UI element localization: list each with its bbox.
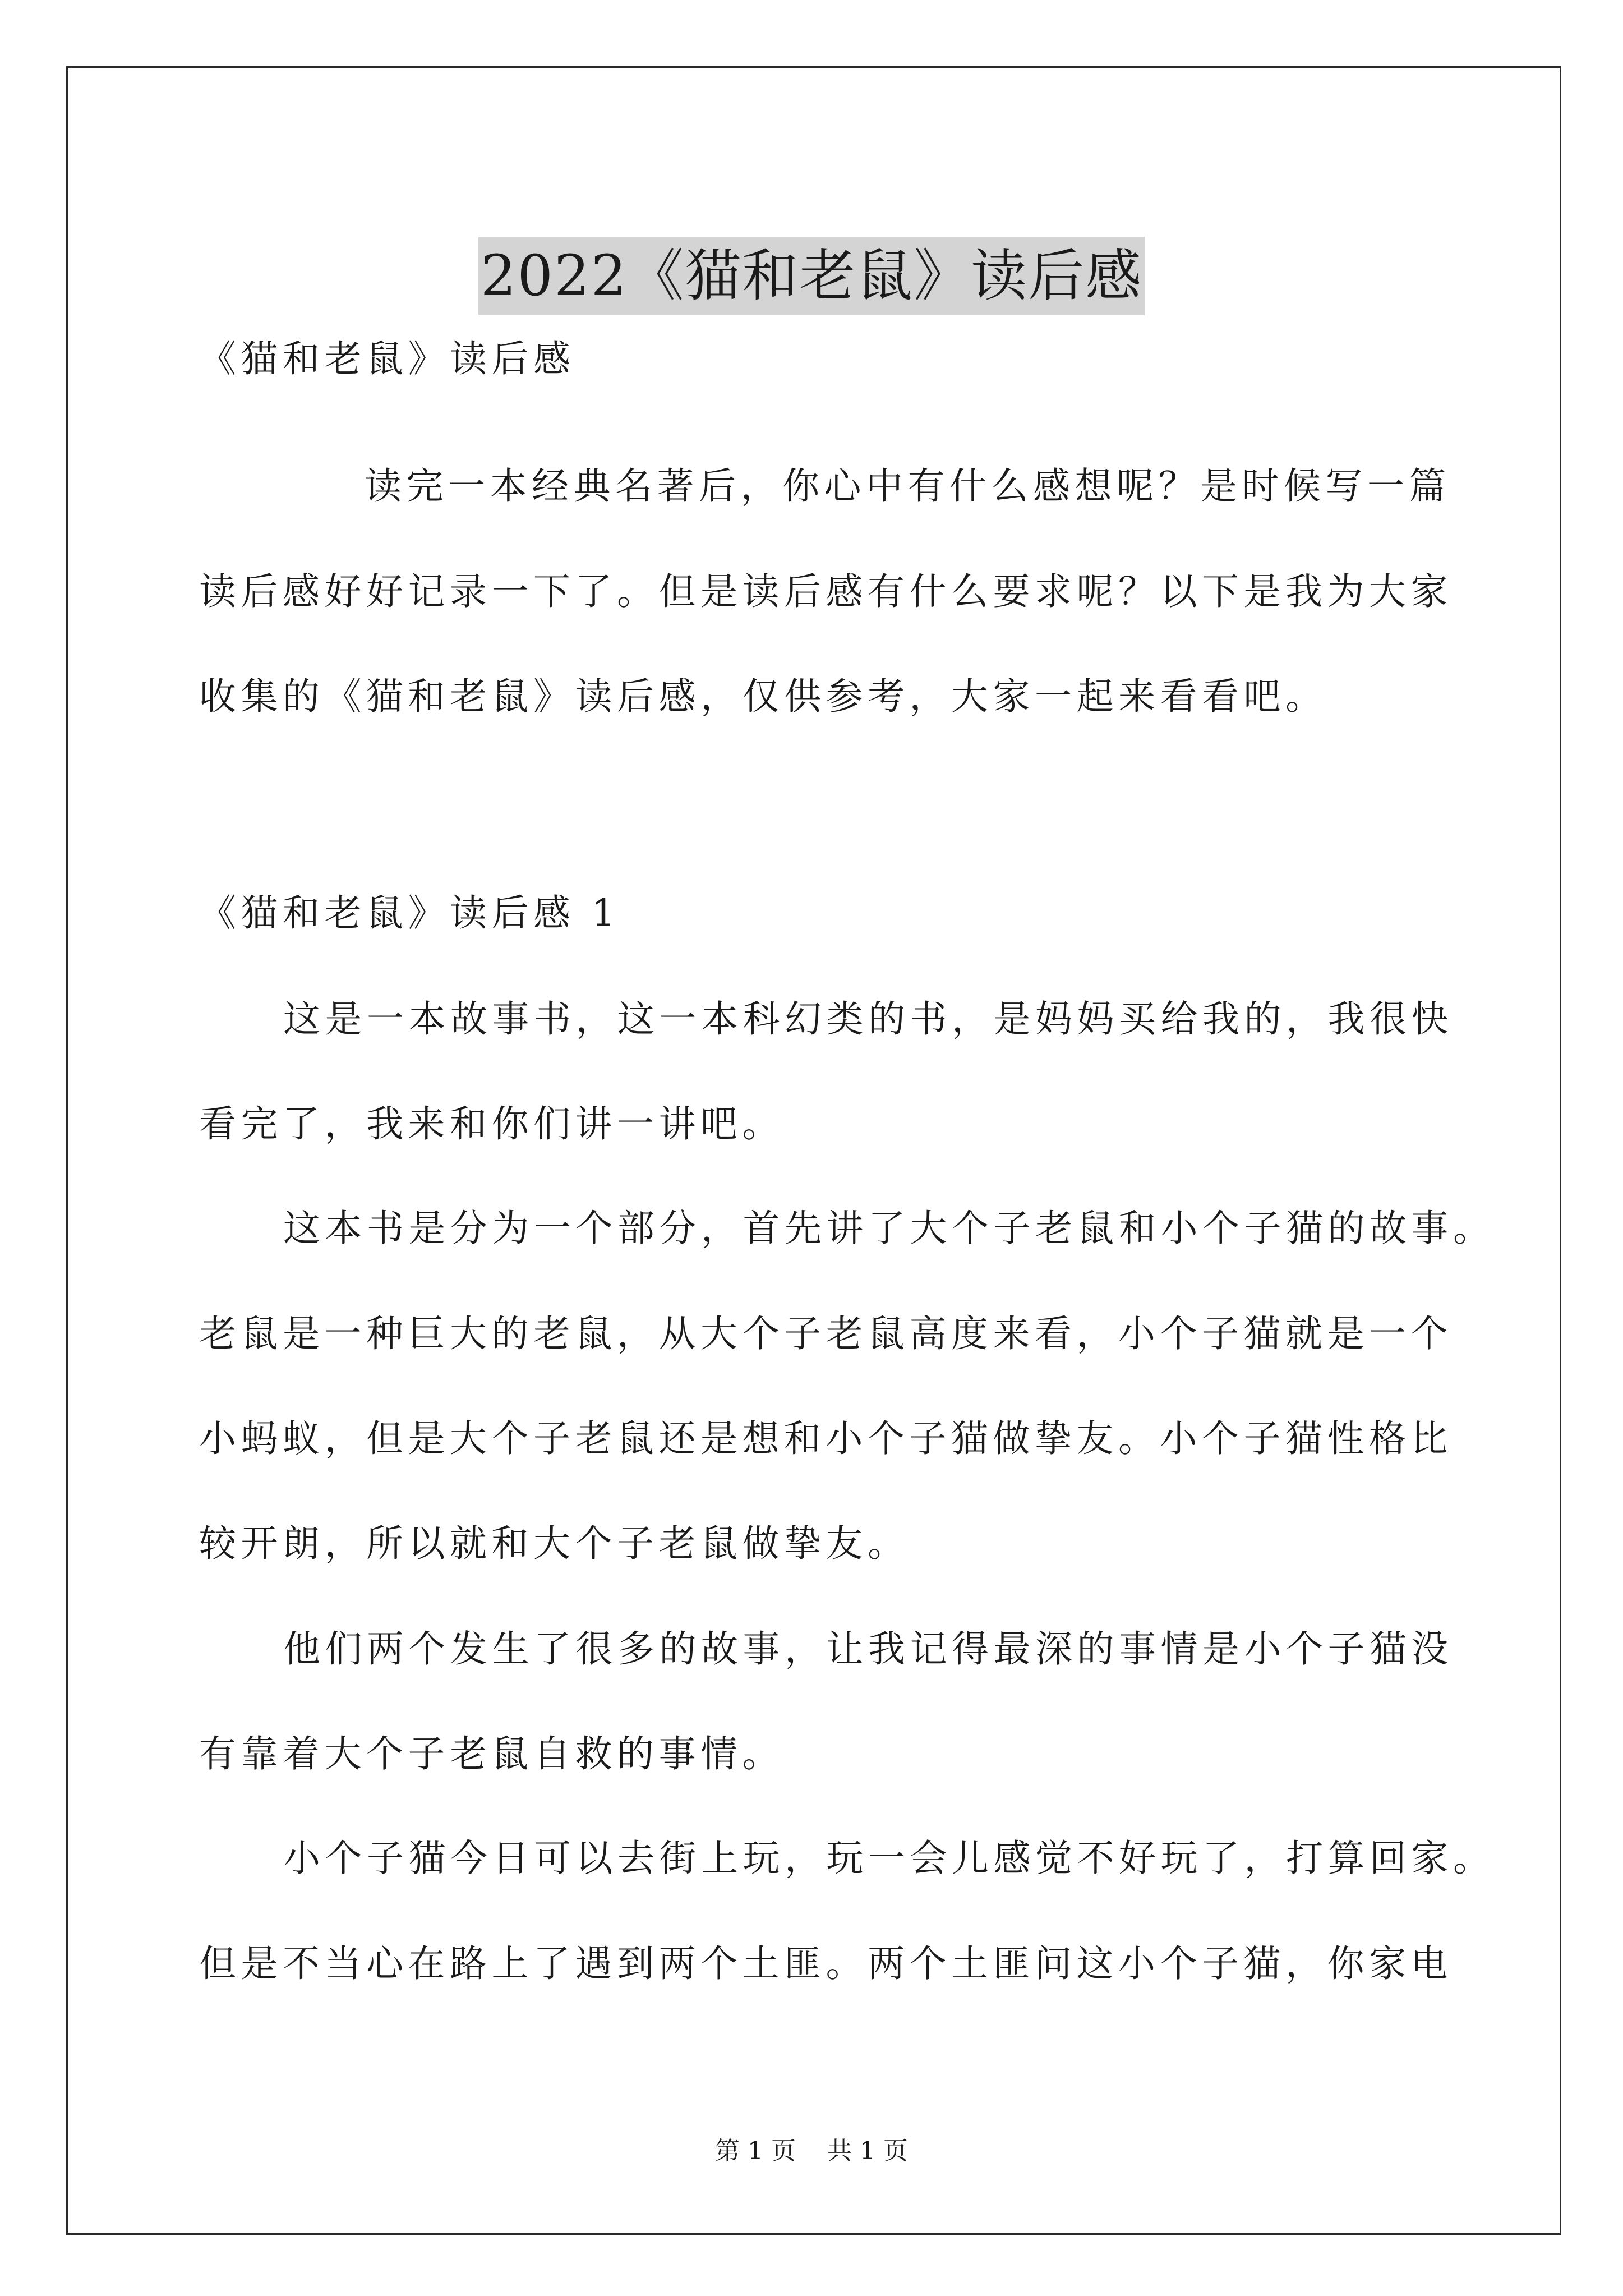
intro-line-1: 读完一本经典名著后，你心中有什么感想呢？是时候写一篇 — [365, 464, 1451, 508]
body-line-10: 但是不当心在路上了遇到两个土匪。两个土匪问这小个子猫，你家电 — [199, 1942, 1453, 1985]
body-line-4: 老鼠是一种巨大的老鼠，从大个子老鼠高度来看，小个子猫就是一个 — [199, 1312, 1453, 1355]
page-footer: 第 1 页 共 1 页 — [715, 2137, 908, 2165]
intro-line-2: 读后感好好记录一下了。但是读后感有什么要求呢？以下是我为大家 — [199, 570, 1453, 613]
body-line-8: 有靠着大个子老鼠自救的事情。 — [199, 1732, 784, 1775]
body-line-7: 他们两个发生了很多的故事，让我记得最深的事情是小个子猫没 — [283, 1627, 1453, 1671]
intro-line-3: 收集的《猫和老鼠》读后感，仅供参考，大家一起来看看吧。 — [199, 675, 1327, 718]
title-container — [0, 199, 1623, 353]
document-subtitle: 《猫和老鼠》读后感 — [199, 337, 575, 380]
body-line-2: 看完了，我来和你们讲一讲吧。 — [199, 1102, 784, 1145]
body-line-5: 小蚂蚁，但是大个子老鼠还是想和小个子猫做挚友。小个子猫性格比 — [199, 1417, 1453, 1460]
body-line-6: 较开朗，所以就和大个子老鼠做挚友。 — [199, 1522, 910, 1565]
body-line-9: 小个子猫今日可以去街上玩，玩一会儿感觉不好玩了，打算回家。 — [283, 1837, 1495, 1880]
body-line-3: 这本书是分为一个部分，首先讲了大个子老鼠和小个子猫的故事。 — [283, 1207, 1495, 1250]
page-border — [66, 66, 1561, 2235]
section-heading: 《猫和老鼠》读后感 1 — [199, 891, 620, 935]
document-title: 2022《猫和老鼠》读后感 — [478, 237, 1145, 315]
body-line-1: 这是一本故事书，这一本科幻类的书，是妈妈买给我的，我很快 — [283, 997, 1453, 1041]
